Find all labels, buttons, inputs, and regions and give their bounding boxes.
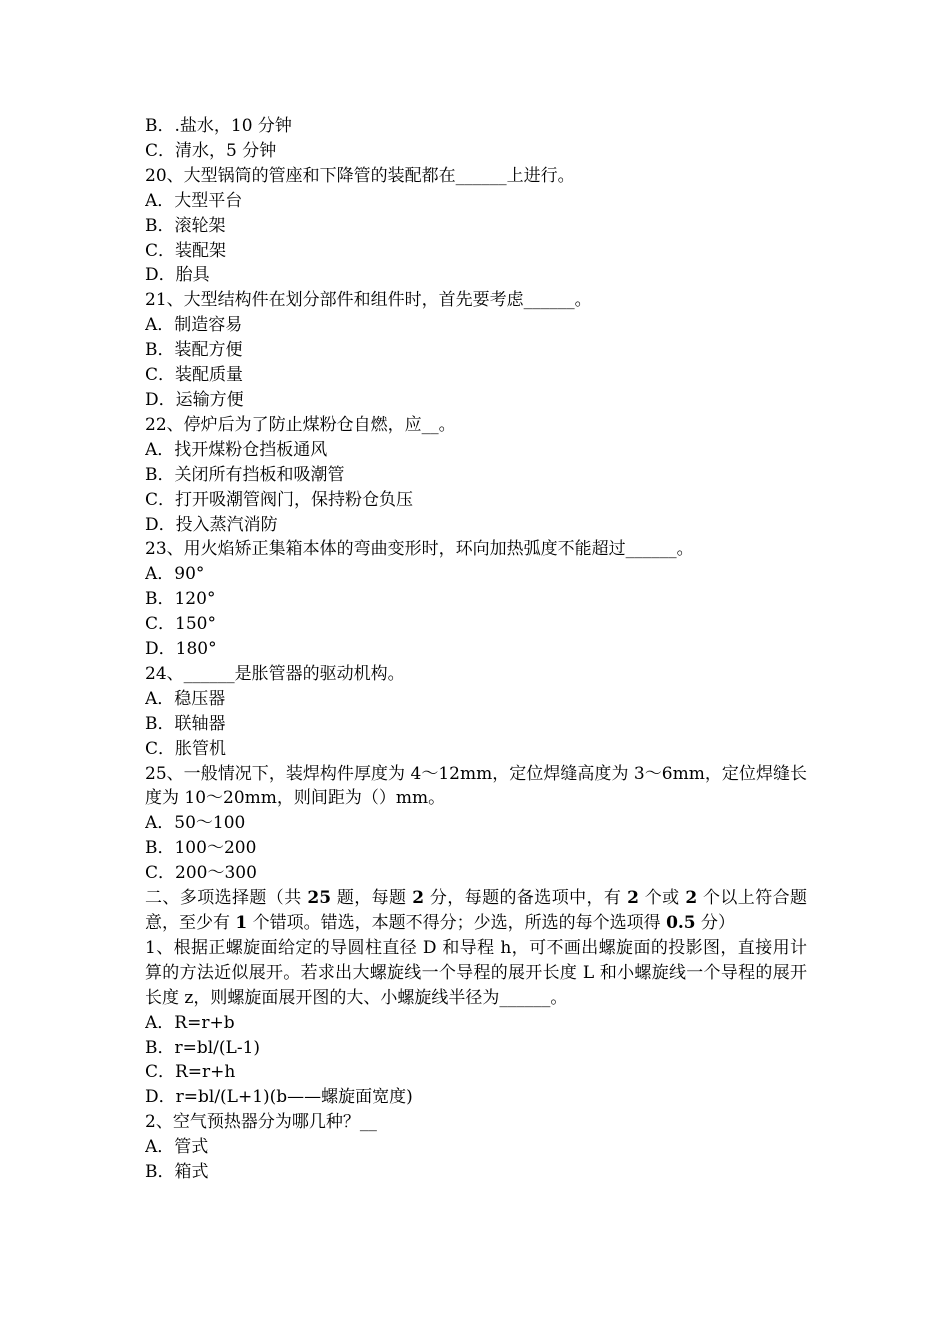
section-number: 2 — [685, 888, 698, 909]
option-c: C．装配质量 — [145, 365, 244, 386]
option-a: A．90° — [145, 564, 205, 585]
question-23: 23、用火焰矫正集箱本体的弯曲变形时，环向加热弧度不能超过______。 — [145, 539, 694, 560]
section-number: 1 — [235, 913, 248, 933]
section-number: 0.5 — [666, 913, 696, 933]
option-b: B．滚轮架 — [145, 215, 226, 236]
option-b: B．关闭所有挡板和吸潮管 — [145, 464, 345, 485]
option-a: A．大型平台 — [145, 190, 243, 211]
option-a: A．R=r+b — [145, 1012, 235, 1033]
option-a: A．50～100 — [145, 813, 246, 834]
option-c: C．200～300 — [145, 863, 257, 884]
section-text: 题，每题 — [331, 888, 413, 909]
option-b: B．120° — [145, 589, 216, 610]
question-21: 21、大型结构件在划分部件和组件时，首先要考虑______。 — [145, 290, 592, 311]
page-content — [145, 114, 807, 1185]
question-2: 2、空气预热器分为哪几种？__ — [145, 1112, 377, 1133]
question-22: 22、停炉后为了防止煤粉仓自燃，应__。 — [145, 414, 456, 435]
section-number: 25 — [307, 888, 332, 909]
section-text: 个以上符合题意，至少有 — [145, 888, 807, 933]
section-number: 2 — [412, 888, 425, 909]
section-text: 二、多项选择题（共 — [145, 888, 308, 909]
question-25: 25、一般情况下，装焊构件厚度为 4～12mm，定位焊缝高度为 3～6mm，定位焊缝长度为 10～20mm，则间距为（）mm。 — [145, 763, 807, 809]
option-c: C．R=r+h — [145, 1062, 236, 1083]
option-c: C．胀管机 — [145, 738, 227, 759]
option-a: A．稳压器 — [145, 688, 226, 709]
option-a: A．管式 — [145, 1137, 209, 1158]
option-b: B．r=bl/(L-1) — [145, 1037, 261, 1058]
section-text: 个或 — [638, 888, 686, 909]
question-20: 20、大型锅筒的管座和下降管的装配都在______上进行。 — [145, 165, 575, 186]
option-c: C．150° — [145, 614, 216, 635]
question-24: 24、______是胀管器的驱动机构。 — [145, 663, 405, 684]
option-b: B．箱式 — [145, 1162, 209, 1183]
option-b: B．装配方便 — [145, 340, 243, 361]
section-text: 个错项。错选，本题不得分；少选，所选的每个选项得 — [247, 913, 667, 933]
option-a: A．找开煤粉仓挡板通风 — [145, 439, 328, 460]
option-c: C．打开吸潮管阀门，保持粉仓负压 — [145, 489, 414, 510]
option-c: C．装配架 — [145, 240, 227, 261]
option-d: D．投入蒸汽消防 — [145, 514, 278, 535]
option-a: A．制造容易 — [145, 315, 243, 336]
option-d: D．运输方便 — [145, 389, 244, 410]
section-text: 分，每题的备选项中，有 — [424, 888, 628, 909]
option-b: B．联轴器 — [145, 713, 226, 734]
option-d: D．胎具 — [145, 265, 210, 286]
section-number: 2 — [627, 888, 639, 909]
option-d: D．180° — [145, 639, 217, 660]
section-text: 分） — [695, 913, 736, 933]
option-c: C．清水，5 分钟 — [145, 140, 277, 161]
section-heading — [145, 886, 807, 936]
option-d: D．r=bl/(L+1)(b——螺旋面宽度) — [145, 1087, 413, 1108]
option-b: B．100～200 — [145, 838, 257, 859]
question-1: 1、根据正螺旋面给定的导圆柱直径 D 和导程 h，可不画出螺旋面的投影图，直接用计算的方法近似展开。若求出大螺旋线一个导程的展开长度 L 和小螺旋线一个导程的展开长度 z，则螺旋面展开图的大、小螺旋线半径为______。 — [145, 937, 807, 1008]
option-b: B．.盐水，10 分钟 — [145, 116, 292, 136]
